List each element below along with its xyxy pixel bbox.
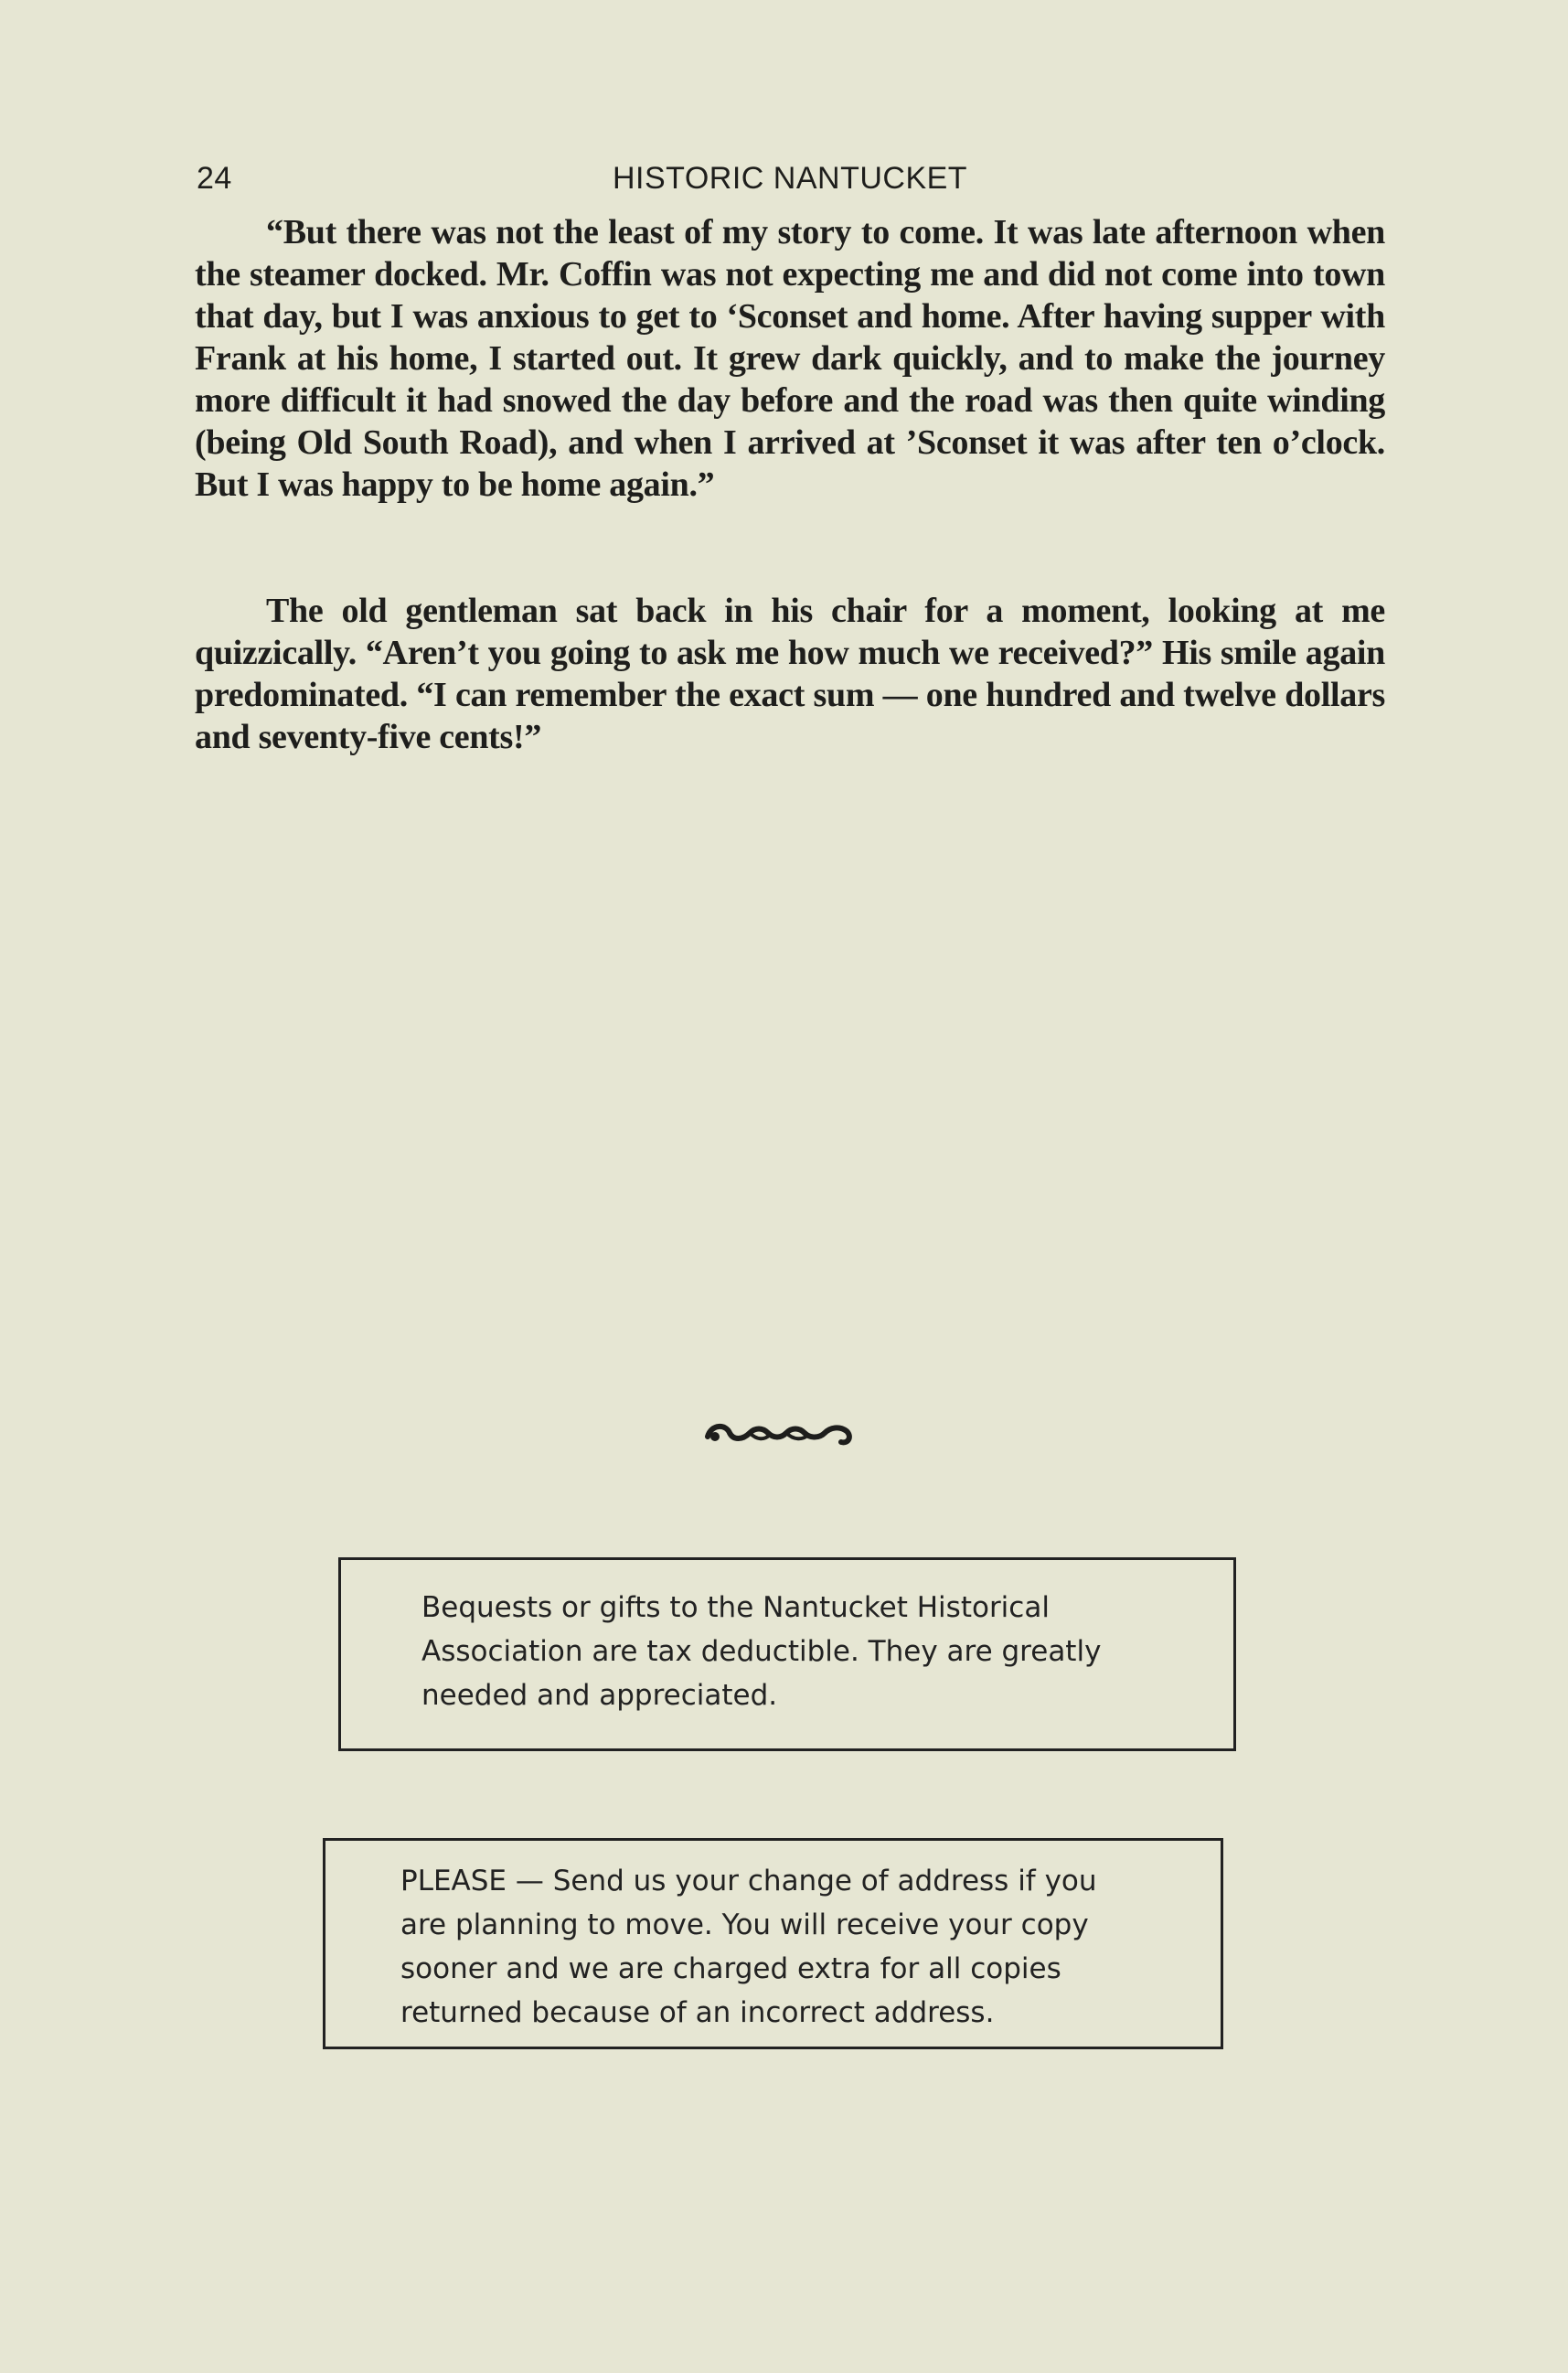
page-number: 24	[197, 161, 232, 196]
body-paragraph-2: The old gentleman sat back in his chair for a moment, looking at me quizzically. “Aren’t you going to ask me how much we received?” His smile again predominated. “I can remember the exact sum — one hundred and twelve dollars and seventy-five cents!”	[195, 592, 1385, 756]
address-notice-text: PLEASE — Send us your change of address if you are planning to move. You will receive your copy sooner and we are charged extra for all copies returned because of an incorrect address.	[400, 1865, 1097, 2029]
running-title: HISTORIC NANTUCKET	[613, 161, 968, 196]
body-paragraph-1: “But there was not the least of my story to come. It was late afternoon when the steamer docked. Mr. Coffin was not expecting me and did not come into town that day, but I was anxious to get to ‘Sconset and home. After having supper with Frank at his home, I started out. It grew dark quickly, and to make the journey more difficult it had snowed the day before and the road was then quite winding (being Old South Road), and when I arrived at ’Sconset it was after ten o’clock. But I was happy to be home again.”	[195, 213, 1385, 504]
bequests-notice-box	[338, 1557, 1236, 1751]
address-notice-box	[323, 1838, 1223, 2049]
bequests-notice-text: Bequests or gifts to the Nantucket Historical Association are tax deductible. They are greatly needed and appreciated.	[421, 1591, 1102, 1712]
scroll-ornament-icon	[702, 1415, 858, 1451]
page-header	[197, 155, 1385, 201]
